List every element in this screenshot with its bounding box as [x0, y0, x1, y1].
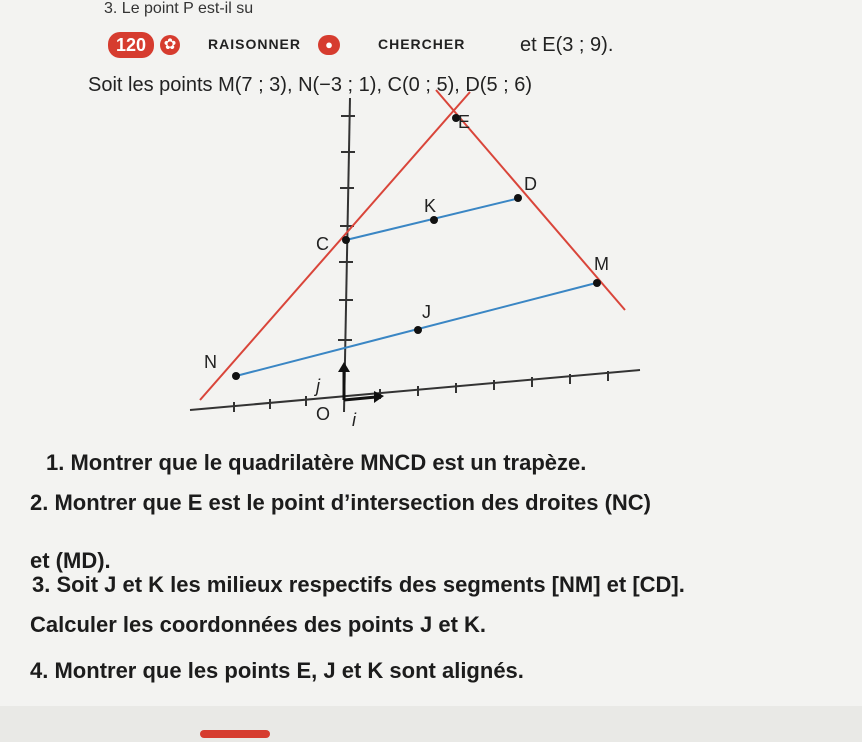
label-K: K	[424, 196, 437, 216]
x-axis	[190, 370, 640, 410]
point-J	[414, 326, 422, 334]
question-4: 4. Montrer que les points E, J et K sont alignés.	[30, 658, 524, 683]
vector-i-arrow	[344, 397, 376, 400]
label-M: M	[594, 254, 609, 274]
question-2-continued: et (MD).	[30, 548, 111, 573]
label-E: E	[458, 112, 471, 132]
line-NC	[200, 92, 470, 400]
page-bottom-edge	[0, 706, 862, 742]
point-C	[342, 236, 350, 244]
point-K	[430, 216, 438, 224]
question-3: 3. Soit J et K les milieux respectifs des segments [NM] et [CD].	[32, 572, 685, 597]
label-i-vector: i	[352, 410, 356, 430]
label-D: D	[524, 174, 537, 194]
label-C: C	[316, 234, 329, 254]
question-1: 1. Montrer que le quadrilatère MNCD est un trapèze.	[46, 450, 587, 475]
label-j-vector: j	[316, 376, 320, 396]
bottom-red-marker	[200, 730, 270, 738]
points-line-end: et E(3 ; 9).	[520, 34, 614, 56]
exercise-number: 120	[108, 32, 154, 58]
label-O: O	[316, 404, 331, 424]
search-icon: ●	[318, 35, 340, 55]
question-2: 2. Montrer que E est le point d’intersection des droites (NC)	[30, 490, 651, 515]
point-N	[232, 372, 240, 380]
label-N: N	[204, 352, 217, 372]
point-M	[593, 279, 601, 287]
tag-raisonner: RAISONNER	[208, 36, 302, 52]
point-D	[514, 194, 522, 202]
label-J: J	[422, 302, 431, 322]
vector-j-head	[338, 362, 350, 372]
gear-icon: ✿	[160, 35, 180, 55]
points-line: Soit les points M(7 ; 3), N(−3 ; 1), C(0 ; 5), D(5 ; 6)	[88, 74, 533, 96]
tag-chercher: CHERCHER	[378, 36, 466, 52]
previous-question-line: 3. Le point P est-il su	[104, 0, 254, 17]
question-3-continued: Calculer les coordonnées des points J et K.	[30, 612, 487, 637]
